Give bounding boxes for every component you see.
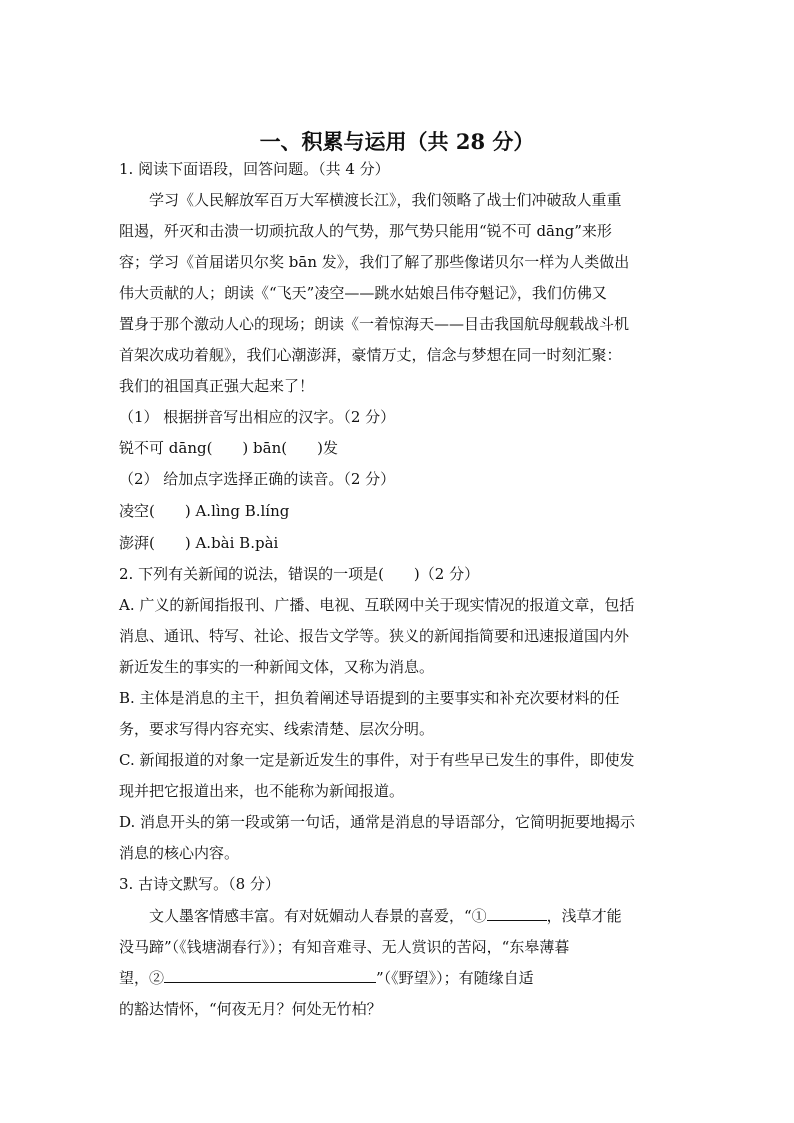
q2-option-b-line: B. 主体是消息的主干，担负着阐述导语提到的主要事实和补充次要材料的任	[119, 689, 620, 707]
q1-sub2-option-b: 澎湃( ) A.bài B.pài	[119, 534, 279, 552]
q1-sub2-prompt: （2） 给加点字选择正确的读音。（2 分）	[119, 470, 396, 488]
q1-para-line: 置身于那个激动人心的现场；朗读《一着惊海天——目击我国航母舰载战斗机	[119, 315, 630, 333]
q3-text-line	[149, 906, 709, 926]
q2-option-c-line: C. 新闻报道的对象一定是新近发生的事件，对于有些早已发生的事件，即使发	[119, 751, 635, 769]
q1-para-line: 伟大贡献的人；朗读《“飞天”凌空——跳水姑娘吕伟夺魁记》，我们仿佛又	[119, 284, 607, 302]
q1-para-line: 首架次成功着舰》，我们心潮澎湃，豪情万丈，信念与梦想在同一时刻汇聚：	[119, 346, 622, 364]
q1-sub1-answer: 锐不可 dāng( ) bān( )发	[119, 439, 338, 457]
q2-option-a-line: 新近发生的事实的一种新闻文体，又称为消息。	[119, 658, 435, 676]
section-title: 一、积累与运用（共 28 分）	[259, 129, 535, 154]
q3-text-line	[119, 968, 679, 988]
q3-text-line: 没马蹄”（《钱塘湖春行》）；有知音难寻、无人赏识的苦闷，“东皋薄暮	[119, 938, 570, 956]
q3-text-line: 的豁达情怀，“何夜无月？何处无竹柏？	[119, 1000, 382, 1018]
q2-option-b-line: 务，要求写得内容充实、线索清楚、层次分明。	[119, 720, 435, 738]
q2-option-a-line: A. 广义的新闻指报刊、广播、电视、互联网中关于现实情况的报道文章，包括	[119, 596, 635, 614]
q1-sub1-prompt: （1） 根据拼音写出相应的汉字。（2 分）	[119, 408, 396, 426]
q3-line3-pre: 望，②	[119, 969, 165, 987]
q3-line1-pre: 文人墨客情感丰富。有对妩媚动人春景的喜爱，“①	[149, 907, 487, 925]
q2-header: 2. 下列有关新闻的说法，错误的一项是( )（2 分）	[119, 565, 480, 583]
q1-sub2-option-a: 凌空( ) A.lìng B.líng	[119, 502, 290, 520]
q1-para-line: 阻遏，歼灭和击溃一切顽抗敌人的气势，那气势只能用“锐不可 dāng”来形	[119, 222, 612, 240]
answer-blank-1[interactable]	[487, 906, 547, 921]
q2-option-c-line: 现并把它报道出来，也不能称为新闻报道。	[119, 782, 405, 800]
q2-option-a-line: 消息、通讯、特写、社论、报告文学等。狭义的新闻指简要和迅速报道国内外	[119, 627, 630, 645]
q1-para-line: 我们的祖国真正强大起来了！	[119, 377, 315, 395]
q1-para-line: 学习《人民解放军百万大军横渡长江》，我们领略了战士们冲破敌人重重	[149, 191, 622, 209]
q2-option-d-line: D. 消息开头的第一段或第一句话，通常是消息的导语部分，它简明扼要地揭示	[119, 813, 636, 831]
q3-line3-post: ”（《野望》）；有随缘自适	[376, 969, 534, 987]
q3-line1-post: ，浅草才能	[546, 907, 622, 925]
q2-option-d-line: 消息的核心内容。	[119, 844, 240, 862]
q3-header: 3. 古诗文默写。（8 分）	[119, 875, 280, 893]
answer-blank-2[interactable]	[164, 968, 376, 983]
q1-header: 1. 阅读下面语段，回答问题。（共 4 分）	[119, 160, 390, 178]
q1-para-line: 容；学习《首届诺贝尔奖 bān 发》，我们了解了那些像诺贝尔一样为人类做出	[119, 253, 630, 271]
